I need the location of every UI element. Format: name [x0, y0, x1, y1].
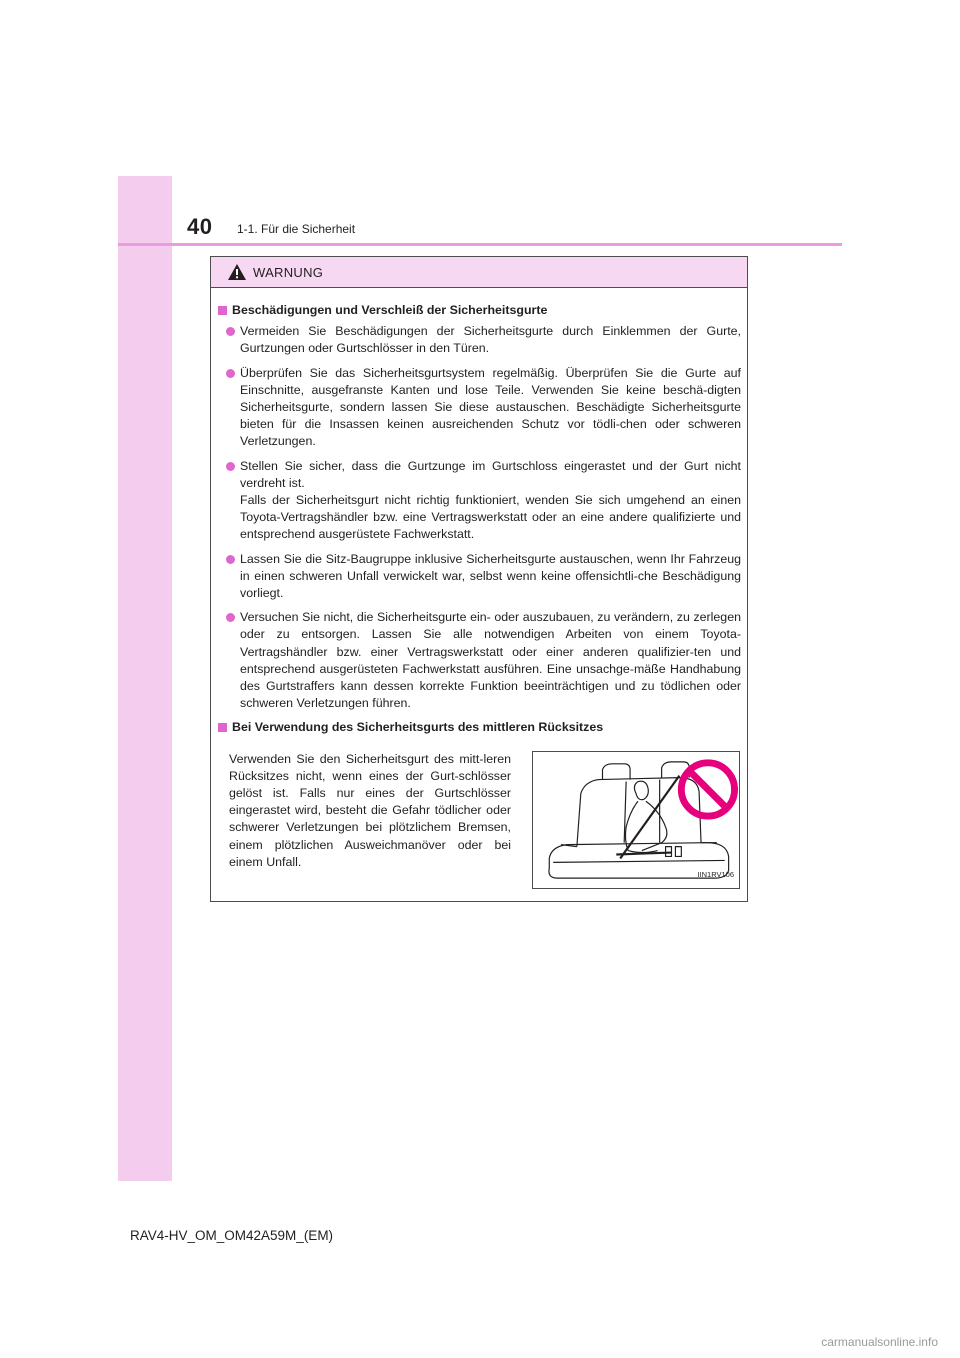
list-item	[226, 551, 741, 603]
section-title: 1-1. Für die Sicherheit	[237, 222, 356, 236]
round-bullet-icon	[226, 327, 235, 336]
square-bullet-icon	[218, 306, 227, 315]
warning-box	[210, 256, 748, 902]
warning-body	[211, 288, 747, 889]
site-watermark: carmanualsonline.info	[821, 1335, 938, 1349]
warning-title: WARNUNG	[253, 264, 324, 280]
figure-code: IIN1RV106	[697, 870, 734, 880]
list-item	[226, 609, 741, 712]
round-bullet-icon	[226, 613, 235, 622]
section-heading-text: Beschädigungen und Verschleiß der Sicherheitsgurte	[232, 303, 548, 317]
warning-triangle-icon	[227, 263, 247, 281]
item-text: Überprüfen Sie das Sicherheitsgurtsystem regelmäßig. Überprüfen Sie die Gurte auf Einschnitte, ausgefranste Kanten und lose Teile. Verwenden Sie keine beschä-digten Sicherheitsgurte, sondern lassen Sie diese austauschen. Beschädigte Sicherheitsgurte bieten für die Insassen keinen ausreichenden Schutz vor tödli-chen oder schweren Verletzungen.	[240, 365, 741, 449]
side-tab-band	[118, 176, 172, 1181]
section-heading-damage	[217, 302, 741, 319]
round-bullet-icon	[226, 555, 235, 564]
list-item	[226, 458, 741, 544]
header-rule	[118, 243, 842, 246]
item-text: Lassen Sie die Sitz-Baugruppe inklusive Sicherheitsgurte austauschen, wenn Ihr Fahrzeug in einen schweren Unfall verwickelt war, selbst wenn keine offensichtli-che Beschädigung vorliegt.	[240, 551, 741, 601]
center-seat-content	[217, 751, 741, 889]
round-bullet-icon	[226, 462, 235, 471]
item-text: Falls der Sicherheitsgurt nicht richtig funktioniert, wenden Sie sich umgehend an einen Toyota-Vertragshändler bzw. eine Vertragswerkstatt oder an eine andere qualifizierte und entsprechend ausgerüstete Fachwerkstatt.	[240, 493, 741, 542]
square-bullet-icon	[218, 723, 227, 732]
item-text: Vermeiden Sie Beschädigungen der Sicherheitsgurte durch Einklemmen der Gurte, Gurtzungen oder Gurtschlösser in den Türen.	[240, 324, 741, 356]
list-item	[226, 323, 741, 357]
document-code-footer: RAV4-HV_OM_OM42A59M_(EM)	[130, 1228, 334, 1243]
seatbelt-illustration	[532, 751, 740, 889]
list-item	[226, 365, 741, 451]
item-text: Stellen Sie sicher, dass die Gurtzunge im Gurtschloss eingerastet und der Gurt nicht verdreht ist.	[240, 458, 741, 490]
item-text: Versuchen Sie nicht, die Sicherheitsgurte ein- oder auszubauen, zu verändern, zu zerlegen oder zu entsorgen. Lassen Sie alle notwendigen Arbeiten von einem Toyota-Vertragshändler bzw. einer Vertragswerkstatt oder einer anderen qualifizier-ten und entsprechend ausgerüsteten Fachwerkstatt ausführen. Eine unsachge-mäße Handhabung des Gurtstraffers kann dessen korrekte Funktion beeinträchtigen und zu tödlichen oder schweren Verletzungen führen.	[240, 610, 741, 711]
section-heading-center-seat	[217, 719, 741, 736]
round-bullet-icon	[226, 369, 235, 378]
section-heading-text: Bei Verwendung des Sicherheitsgurts des mittleren Rücksitzes	[232, 720, 604, 735]
center-seat-text: Verwenden Sie den Sicherheitsgurt des mitt-leren Rücksitzes nicht, wenn eines der Gurt-schlösser gelöst ist. Falls nur eines der Gurtschlösser eingerastet wird, besteht die Gefahr tödlicher oder schwerer Verletzungen bei plötzlichem Bremsen, einem plötzlichen Ausweichmanöver oder bei einem Unfall.	[229, 751, 511, 869]
warning-header	[211, 257, 747, 288]
page-number: 40	[187, 214, 213, 239]
